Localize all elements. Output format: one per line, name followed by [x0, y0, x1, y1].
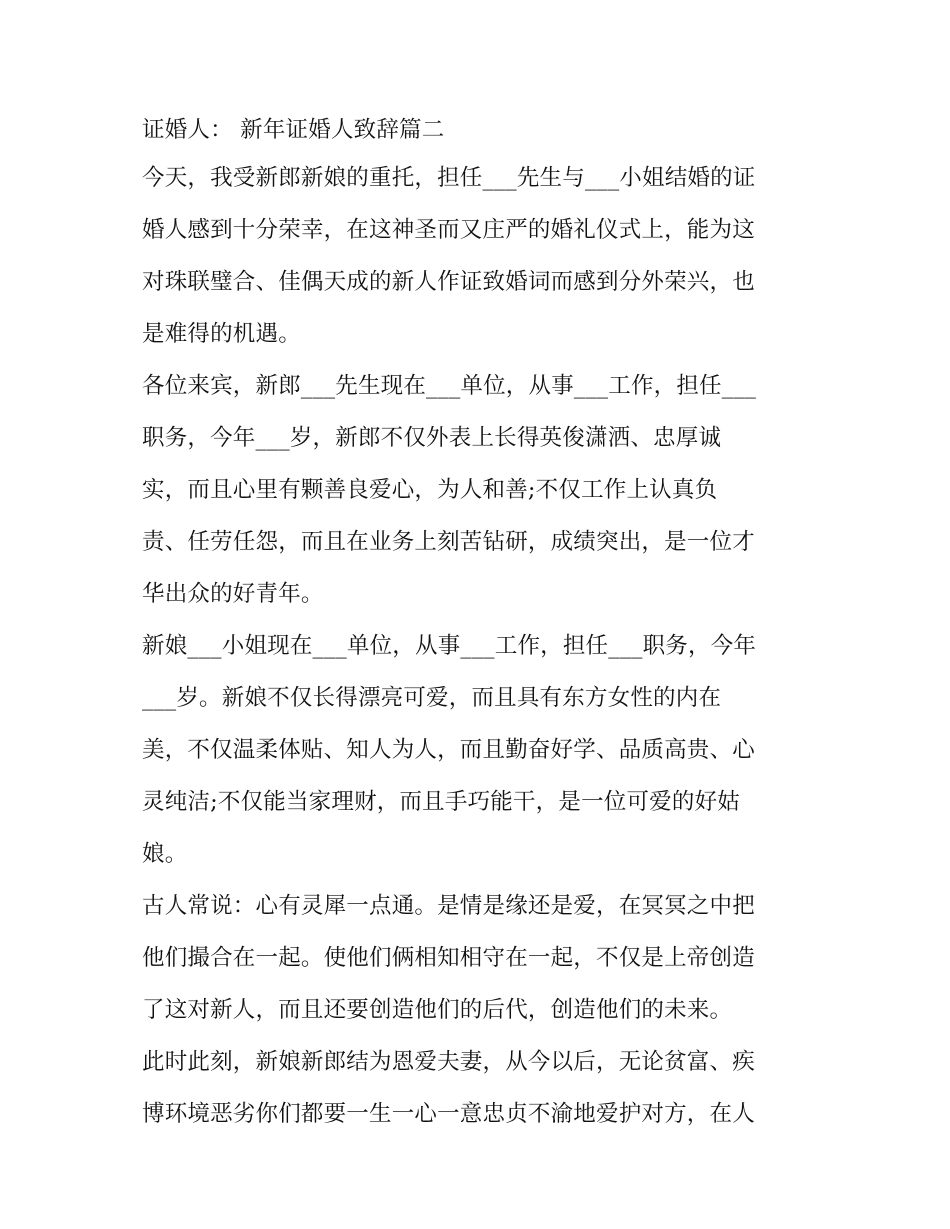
text-line: 美，不仅温柔体贴、知人为人，而且勤奋好学、品质高贵、心 — [142, 737, 755, 763]
text-line: 华出众的好青年。 — [142, 581, 324, 607]
text-line: 各位来宾，新郎___先生现在___单位，从事___工作，担任___ — [142, 373, 757, 399]
text-line: 娘。 — [142, 841, 188, 867]
paragraph-4 — [142, 880, 822, 1036]
document-title: 证婚人： 新年证婚人致辞篇二 — [142, 117, 445, 143]
text-line: 灵纯洁;不仅能当家理财，而且手巧能干，是一位可爱的好姑 — [142, 789, 740, 815]
text-line: 对珠联璧合、佳偶天成的新人作证致婚词而感到分外荣兴，也 — [142, 269, 755, 295]
text-line: 职务，今年___岁，新郎不仅外表上长得英俊潇洒、忠厚诚 — [142, 425, 722, 451]
paragraph-3 — [142, 620, 822, 880]
paragraph-2 — [142, 360, 822, 620]
paragraph-5 — [142, 1036, 822, 1140]
text-line: 古人常说：心有灵犀一点通。是情是缘还是爱，在冥冥之中把 — [142, 893, 755, 919]
text-line: 此时此刻，新娘新郎结为恩爱夫妻，从今以后，无论贫富、疾 — [142, 1049, 755, 1075]
text-line: 他们撮合在一起。使他们俩相知相守在一起，不仅是上帝创造 — [142, 945, 755, 971]
text-line: 实，而且心里有颗善良爱心，为人和善;不仅工作上认真负 — [142, 477, 718, 503]
text-line: 今天，我受新郎新娘的重托，担任___先生与___小姐结婚的证 — [142, 165, 756, 191]
text-line: 婚人感到十分荣幸，在这神圣而又庄严的婚礼仪式上，能为这 — [142, 217, 755, 243]
paragraph-1 — [142, 152, 822, 360]
text-line: 是难得的机遇。 — [142, 321, 301, 347]
text-line: 新娘___小姐现在___单位，从事___工作，担任___职务，今年 — [142, 633, 757, 659]
text-line: 了这对新人，而且还要创造他们的后代，创造他们的未来。 — [142, 997, 733, 1023]
text-line: 责、任劳任怨，而且在业务上刻苦钻研，成绩突出，是一位才 — [142, 529, 755, 555]
document-body — [142, 108, 822, 1140]
text-line: 博环境恶劣你们都要一生一心一意忠贞不渝地爱护对方，在人 — [142, 1101, 755, 1127]
text-line: ___岁。新娘不仅长得漂亮可爱，而且具有东方女性的内在 — [142, 685, 722, 711]
